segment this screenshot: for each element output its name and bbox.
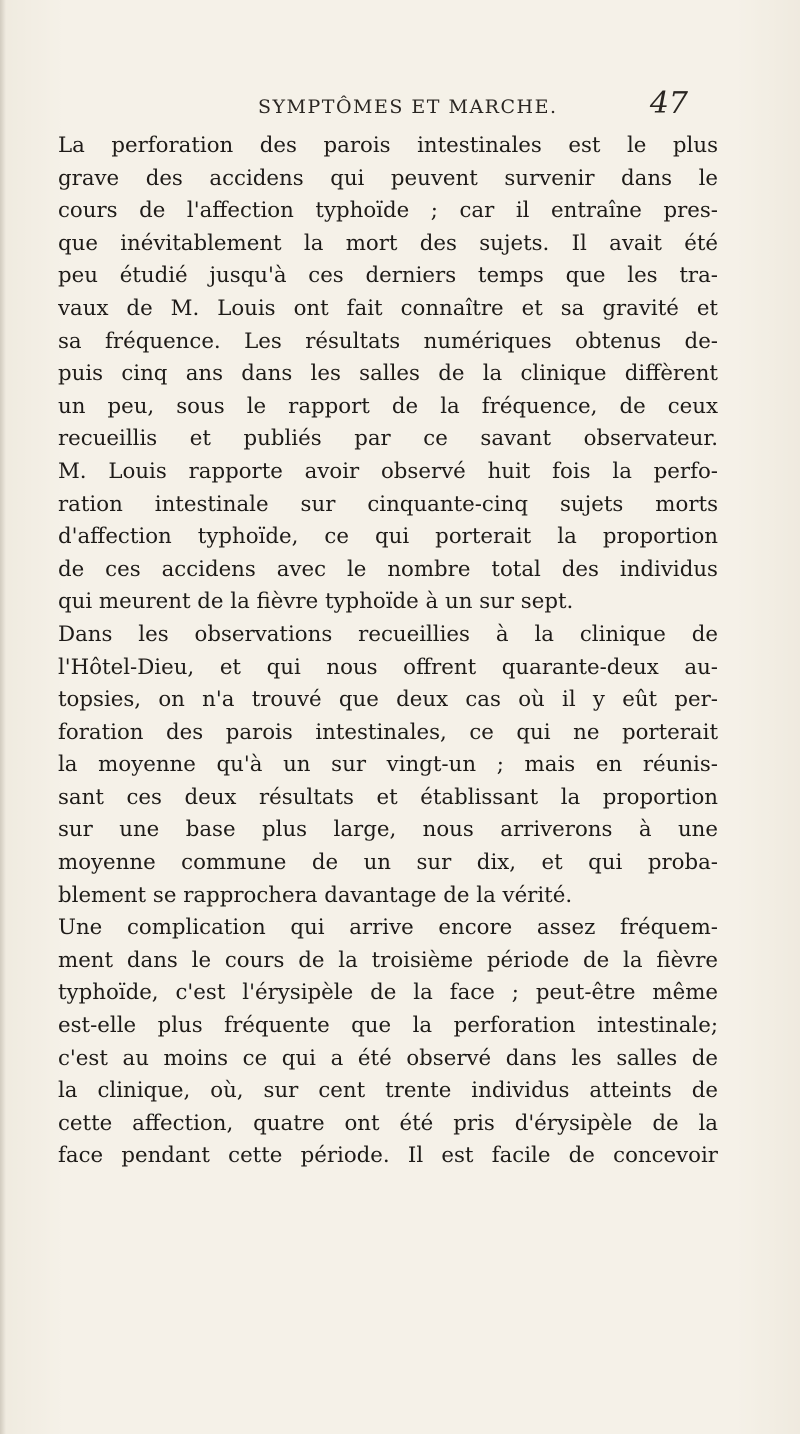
text-line: sur une base plus large, nous arriverons à une <box>58 817 718 843</box>
text-line: topsies, on n'a trouvé que deux cas où il y eût per- <box>58 687 718 713</box>
text-line: la moyenne qu'à un sur vingt-un ; mais en réunis- <box>58 752 718 778</box>
text-line: foration des parois intestinales, ce qui ne porterait <box>58 719 718 745</box>
text-line: typhoïde, c'est l'érysipèle de la face ; peut-être même <box>58 980 718 1006</box>
text-line: ration intestinale sur cinquante-cinq sujets morts <box>58 491 718 517</box>
body-text <box>58 130 718 1173</box>
text-line: M. Louis rapporte avoir observé huit fois la perfo- <box>58 458 718 484</box>
text-line: Dans les observations recueillies à la clinique de <box>58 621 718 647</box>
text-line: Une complication qui arrive encore assez fréquem- <box>58 915 718 941</box>
text-line: de ces accidens avec le nombre total des individus <box>58 556 718 582</box>
text-line: cette affection, quatre ont été pris d'érysipèle de la <box>58 1110 718 1136</box>
text-line: recueillis et publiés par ce savant observateur. <box>58 426 718 452</box>
text-line: l'Hôtel-Dieu, et qui nous offrent quarante-deux au- <box>58 654 718 680</box>
running-title: SYMPTÔMES ET MARCHE. <box>258 96 558 118</box>
text-line: que inévitablement la mort des sujets. Il avait été <box>58 230 718 256</box>
page-header <box>258 86 688 130</box>
text-line: sa fréquence. Les résultats numériques obtenus de- <box>58 328 718 354</box>
text-line: qui meurent de la fièvre typhoïde à un sur sept. <box>58 589 574 615</box>
text-line: un peu, sous le rapport de la fréquence, de ceux <box>58 393 718 419</box>
text-line: cours de l'affection typhoïde ; car il entraîne pres- <box>58 198 718 224</box>
text-line: La perforation des parois intestinales est le plus <box>58 133 718 158</box>
text-line: moyenne commune de un sur dix, et qui proba- <box>58 850 718 876</box>
text-line: ment dans le cours de la troisième période de la fièvre <box>58 947 718 973</box>
page-edge-shadow <box>0 0 6 1434</box>
text-line: grave des accidens qui peuvent survenir dans le <box>58 165 718 191</box>
text-line: d'affection typhoïde, ce qui porterait la proportion <box>58 524 718 550</box>
text-line: blement se rapprochera davantage de la vérité. <box>58 882 573 908</box>
text-line: la clinique, où, sur cent trente individus atteints de <box>58 1078 718 1104</box>
text-line: puis cinq ans dans les salles de la clinique diffèrent <box>58 361 718 387</box>
text-line: sant ces deux résultats et établissant la proportion <box>58 784 718 810</box>
text-line: peu étudié jusqu'à ces derniers temps que les tra- <box>58 263 718 289</box>
page-number: 47 <box>649 86 688 121</box>
text-line: est-elle plus fréquente que la perforation intestinale; <box>58 1013 718 1039</box>
text-line: vaux de M. Louis ont fait connaître et sa gravité et <box>58 295 718 321</box>
text-line: c'est au moins ce qui a été observé dans les salles de <box>58 1045 718 1071</box>
text-line: face pendant cette période. Il est facile de concevoir <box>58 1143 718 1169</box>
